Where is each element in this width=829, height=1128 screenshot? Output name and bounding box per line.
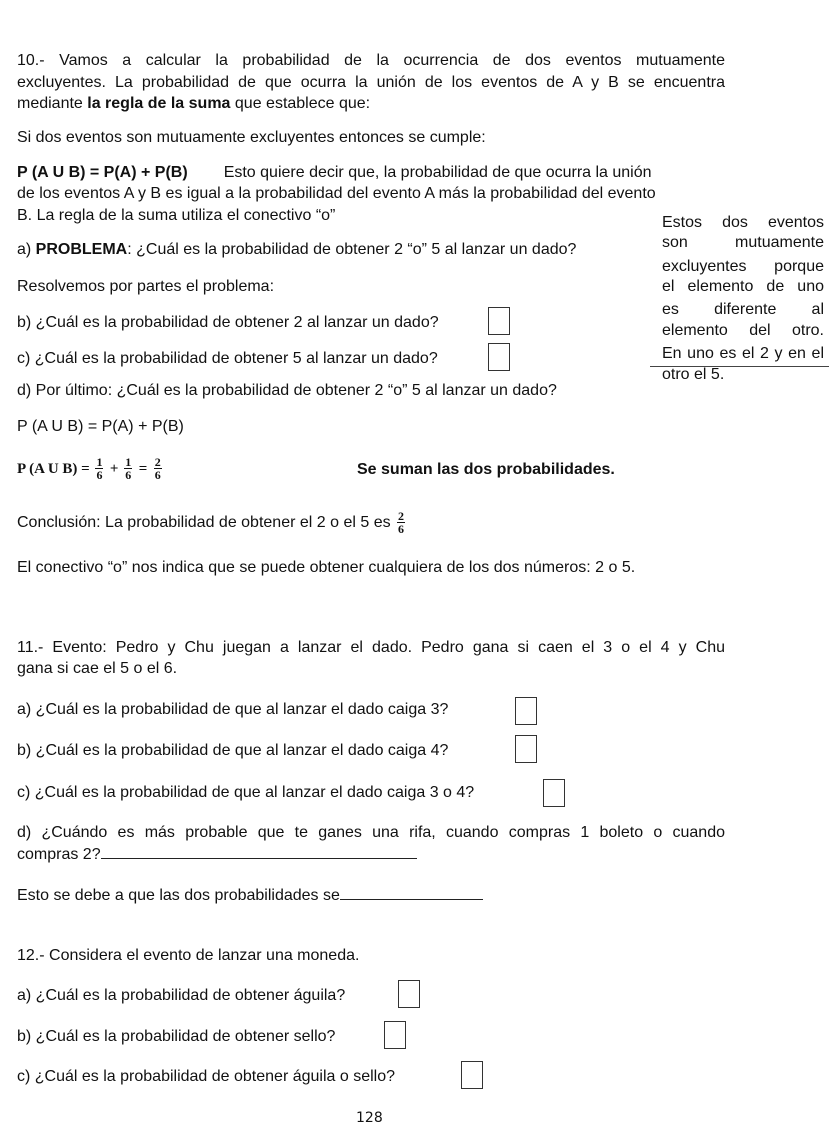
s12-answer-box-c[interactable]	[461, 1061, 483, 1089]
s11-reason	[17, 884, 483, 905]
s11-question-b: b) ¿Cuál es la probabilidad de que al lanzar el dado caiga 4?	[17, 742, 449, 759]
s10-formula-explanation-3: B. La regla de la suma utiliza el conectivo “o”	[17, 207, 336, 224]
conclusion-fraction	[397, 510, 405, 535]
sum-rule-term: la regla de la suma	[87, 95, 231, 112]
s11-intro-line-1: 11.- Evento: Pedro y Chu juegan a lanzar el dado. Pedro gana si caen el 3 o el 4 y Chu	[17, 639, 725, 656]
s10-intro-pre: mediante	[17, 95, 88, 112]
s10-question-c: c) ¿Cuál es la probabilidad de obtener 5 al lanzar un dado?	[17, 350, 438, 367]
s12-intro: 12.- Considera el evento de lanzar una moneda.	[17, 947, 360, 964]
side-note-line-7: En uno es el 2 y en el	[662, 345, 824, 362]
side-note-line-5: es diferente al	[662, 301, 824, 318]
plus-sign: +	[109, 461, 123, 477]
s11-answer-box-a[interactable]	[515, 697, 537, 725]
s11-answer-box-b[interactable]	[515, 735, 537, 763]
s11-answer-blank-reason[interactable]	[340, 884, 483, 900]
s10-rule-intro: Si dos eventos son mutuamente excluyentes entonces se cumple:	[17, 129, 486, 146]
s11-question-d-line-1: d) ¿Cuándo es más probable que te ganes una rifa, cuando compras 1 boleto o cuando	[17, 824, 725, 841]
s11-question-d-line-2	[17, 843, 417, 864]
s10-intro-line-2: excluyentes. La probabilidad de que ocurra la unión de los eventos de A y B se encuentra	[17, 74, 725, 91]
s10-resolve: Resolvemos por partes el problema:	[17, 278, 275, 295]
s10-formula-line	[17, 163, 652, 182]
side-note-line-6: elemento del otro.	[662, 322, 824, 339]
fraction-numerator: 1	[96, 455, 103, 470]
s10-intro-line-1: 10.- Vamos a calcular la probabilidad de la ocurrencia de dos eventos mutuamente	[17, 52, 725, 69]
fraction-denominator: 6	[154, 468, 161, 483]
fraction-one-sixth-a	[95, 456, 103, 481]
s12-question-a: a) ¿Cuál es la probabilidad de obtener águila?	[17, 987, 346, 1004]
fraction-denominator: 6	[398, 522, 405, 537]
fraction-two-sixths	[154, 456, 162, 481]
fraction-denominator: 6	[125, 468, 132, 483]
s10-conclusion	[17, 510, 407, 536]
s10-problem-letter: a)	[17, 241, 36, 258]
s11-answer-blank-d[interactable]	[101, 843, 417, 859]
fraction-numerator: 2	[154, 455, 161, 470]
side-note-line-8: otro el 5.	[662, 366, 725, 383]
side-note-line-1: Estos dos eventos	[662, 214, 824, 231]
s11-question-c: c) ¿Cuál es la probabilidad de que al lanzar el dado caiga 3 o 4?	[17, 784, 475, 801]
s12-question-b: b) ¿Cuál es la probabilidad de obtener sello?	[17, 1028, 336, 1045]
s10-question-d: d) Por último: ¿Cuál es la probabilidad de obtener 2 “o” 5 al lanzar un dado?	[17, 382, 557, 399]
s12-question-c: c) ¿Cuál es la probabilidad de obtener águila o sello?	[17, 1068, 396, 1085]
s10-intro-post: que establece que:	[230, 95, 371, 112]
page-number: 128	[356, 1110, 383, 1126]
s10-formula-explanation-1: Esto quiere decir que, la probabilidad de que ocurra la unión	[223, 164, 652, 181]
s10-problem	[17, 240, 576, 259]
s11-intro-line-2: gana si cae el 5 o el 6.	[17, 660, 178, 677]
s10-formula-worked-lhs: P (A U B) =	[17, 461, 94, 477]
equals-sign: =	[138, 461, 148, 477]
s10-answer-box-b[interactable]	[488, 307, 510, 335]
side-note-box	[650, 211, 829, 383]
s11-reason-text: Esto se debe a que las dos probabilidades se	[17, 887, 340, 904]
s10-intro-line-3	[17, 94, 370, 113]
s10-formula: P (A U B) = P(A) + P(B)	[17, 164, 188, 181]
s10-conclusion-text: Conclusión: La probabilidad de obtener el 2 o el 5 es	[17, 514, 391, 531]
s10-answer-box-c[interactable]	[488, 343, 510, 371]
side-note-line-4: el elemento de uno	[662, 278, 824, 295]
side-note-line-2: son mutuamente	[662, 234, 824, 251]
s12-answer-box-b[interactable]	[384, 1021, 406, 1049]
s12-answer-box-a[interactable]	[398, 980, 420, 1008]
s11-answer-box-c[interactable]	[543, 779, 565, 807]
fraction-denominator: 6	[96, 468, 103, 483]
s10-formula-explanation-2: de los eventos A y B es igual a la probabilidad del evento A más la probabilidad del evento	[17, 185, 656, 202]
s10-question-b: b) ¿Cuál es la probabilidad de obtener 2 al lanzar un dado?	[17, 314, 439, 331]
fraction-numerator: 1	[125, 455, 132, 470]
fraction-numerator: 2	[398, 509, 405, 524]
side-note-line-3: excluyentes porque	[662, 258, 824, 275]
s10-connective-note: El conectivo “o” nos indica que se puede obtener cualquiera de los dos números: 2 o 5.	[17, 559, 636, 576]
s11-question-d-text: compras 2?	[17, 846, 101, 863]
s10-problem-label: PROBLEMA	[35, 241, 128, 258]
s10-formula-worked	[17, 456, 164, 482]
s10-formula-2: P (A U B) = P(A) + P(B)	[17, 418, 184, 435]
s11-question-a: a) ¿Cuál es la probabilidad de que al lanzar el dado caiga 3?	[17, 701, 449, 718]
s10-problem-text: : ¿Cuál es la probabilidad de obtener 2 “o” 5 al lanzar un dado?	[127, 241, 577, 258]
fraction-one-sixth-b	[124, 456, 132, 481]
s10-sum-note	[357, 460, 615, 479]
s10-sum-note-text: Se suman las dos probabilidades.	[357, 461, 615, 478]
